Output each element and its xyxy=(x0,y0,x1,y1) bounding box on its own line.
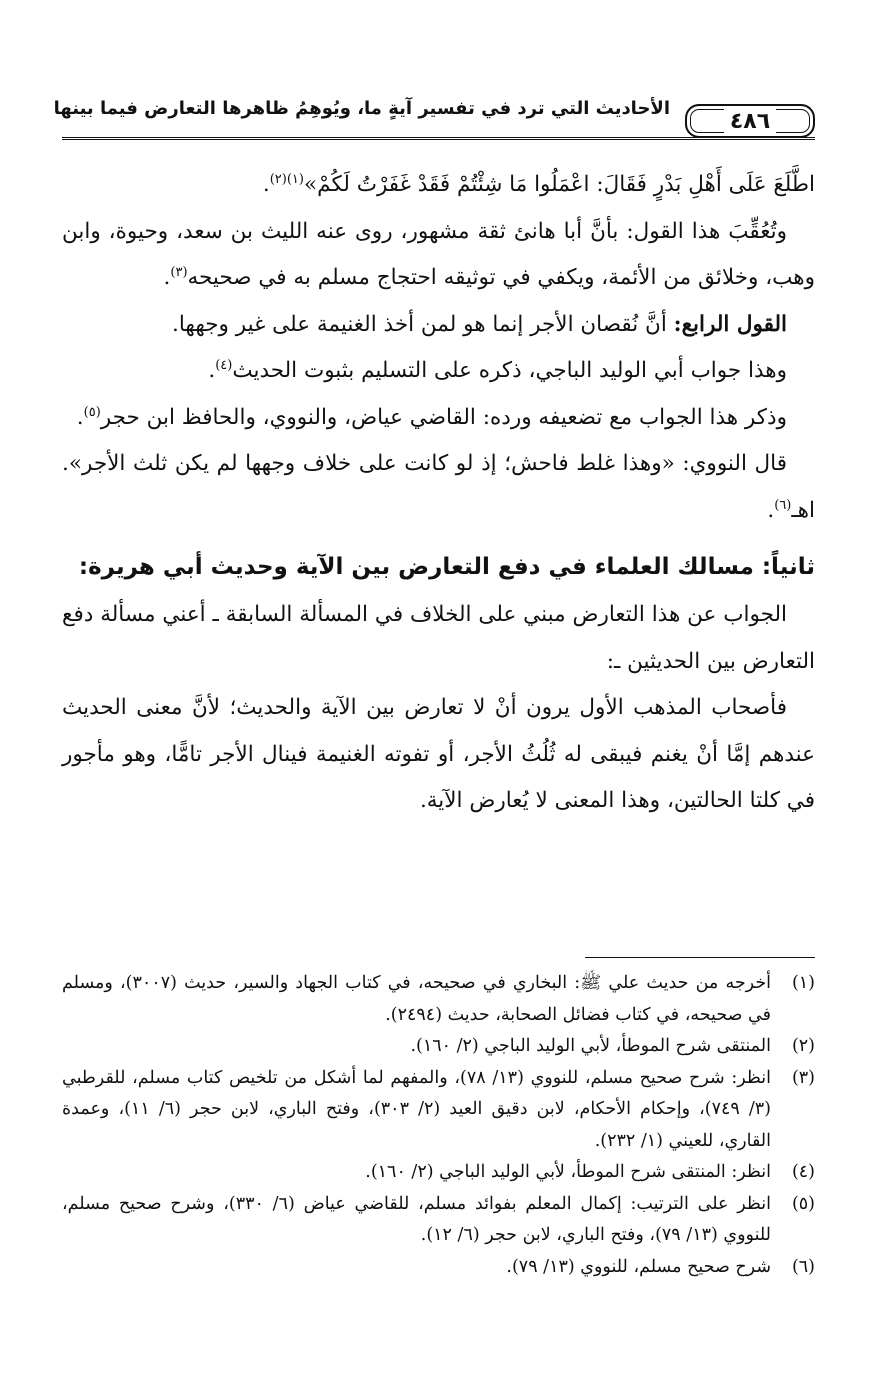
footnote-number: (٤) xyxy=(791,1162,815,1182)
footnote xyxy=(62,1157,815,1189)
paragraph-end: . xyxy=(76,404,84,430)
footnote-number: (٦) xyxy=(791,1256,815,1277)
paragraph-end: . xyxy=(262,172,270,197)
opinion-label: القول الرابع: xyxy=(673,311,787,337)
footnote-number: (١) xyxy=(791,973,815,993)
footnote xyxy=(62,1063,815,1158)
footnote-ref: (٣) xyxy=(170,264,188,280)
paragraph-text: وذكر هذا الجواب مع تضعيفه ورده: القاضي عياض، والنووي، والحافظ ابن حجر xyxy=(100,404,787,430)
footnote-ref: (٦) xyxy=(774,497,792,513)
paragraph-rebuttal xyxy=(62,209,815,302)
footnote-text: انظر: شرح صحيح مسلم، للنووي (١٣/ ٧٨)، والمفهم لما أشكل من تلخيص كتاب مسلم، للقرطبي (٣/ ٧٤٩)، وإحكام الأحكام، لابن دقيق العيد (٢/ ٣٠٣)، وفتح الباري، لابن حجر (٦/ ١١)، وعمدة القاري، للعيني (١/ ٢٣٢). xyxy=(62,1067,771,1151)
paragraph-answer: الجواب عن هذا التعارض مبني على الخلاف في المسألة السابقة ـ أعني مسألة دفع التعارض بين الحديثين ـ: xyxy=(62,602,815,674)
footnote-ref: (٤) xyxy=(215,357,233,373)
page-header xyxy=(53,96,815,146)
paragraph-text: وهذا جواب أبي الوليد الباجي، ذكره على التسليم بثبوت الحديث xyxy=(232,358,787,383)
main-text xyxy=(62,162,815,825)
footnote-text: أخرجه من حديث علي ﷺ: البخاري في صحيحه، في كتاب الجهاد والسير، حديث (٣٠٠٧)، ومسلم في صحيحه، في كتاب فضائل الصحابة، حديث (٢٤٩٤). xyxy=(62,973,771,1025)
page-number: ٤٨٦ xyxy=(724,109,776,134)
footnote-number: (٥) xyxy=(791,1193,815,1214)
footnote-text: شرح صحيح مسلم، للنووي (١٣/ ٧٩). xyxy=(506,1256,771,1277)
paragraph-baji xyxy=(62,348,815,395)
footnotes xyxy=(62,968,815,1283)
paragraph-text: قال النووي: «وهذا غلط فاحش؛ إذ لو كانت على خلاف وجهها لم يكن ثلث الأجر». اهـ xyxy=(62,451,815,523)
footnote-text: المنتقى شرح الموطأ، لأبي الوليد الباجي (٢/ ١٦٠). xyxy=(410,1036,771,1056)
footnote xyxy=(62,1252,815,1284)
paragraph-weakening xyxy=(62,395,815,442)
paragraph-first-school: فأصحاب المذهب الأول يرون أنْ لا تعارض بين الآية والحديث؛ لأنَّ معنى الحديث عندهم إمَّا أنْ يغنم فيبقى له ثُلُثُ الأجر، أو تفوته الغنيمة فينال الأجر تامًّا، وهو مأجور في كلتا الحالتين، وهذا المعنى لا يُعارض الآية. xyxy=(62,695,815,813)
page-number-frame xyxy=(685,104,815,138)
paragraph-nawawi xyxy=(62,441,815,534)
footnote xyxy=(62,1189,815,1252)
paragraph-text: وتُعُقِّبَ هذا القول: بأنَّ أبا هانئ ثقة مشهور، روى عنه الليث بن سعد، وحيوة، وابن وهب، وخلائق من الأئمة، ويكفي في توثيقه احتجاج مسلم به في صحيحه xyxy=(62,218,815,290)
running-title: الأحاديث التي ترد في تفسير آيةٍ ما، ويُوهِمُ ظاهرها التعارض فيما بينها xyxy=(53,98,670,119)
paragraph-end: . xyxy=(208,358,216,383)
paragraph-text: أنَّ نُقصان الأجر إنما هو لمن أخذ الغنيمة على غير وجهها. xyxy=(172,311,674,337)
paragraph-end: . xyxy=(163,265,171,290)
paragraph-end: . xyxy=(767,497,775,523)
footnote-number: (٣) xyxy=(791,1067,815,1088)
footnote xyxy=(62,968,815,1031)
footnote xyxy=(62,1031,815,1063)
footnote-separator xyxy=(585,957,815,958)
footnote-text: انظر على الترتيب: إكمال المعلم بفوائد مسلم، للقاضي عياض (٦/ ٣٣٠)، وشرح صحيح مسلم، للنووي (١٣/ ٧٩)، وفتح الباري، لابن حجر (٦/ ١٢). xyxy=(62,1193,771,1245)
paragraph-fourth-opinion xyxy=(62,302,815,349)
footnote-text: انظر: المنتقى شرح الموطأ، لأبي الوليد الباجي (٢/ ١٦٠). xyxy=(365,1162,771,1182)
section-heading: ثانياً: مسالك العلماء في دفع التعارض بين الآية وحديث أبي هريرة: xyxy=(78,554,815,580)
footnote-number: (٢) xyxy=(791,1036,815,1056)
footnote-ref: (٥) xyxy=(83,404,101,420)
paragraph-hadith-end xyxy=(62,162,815,209)
footnote-ref: (١)(٢) xyxy=(269,171,304,187)
paragraph-text: اطَّلَعَ عَلَى أَهْلِ بَدْرٍ فَقَالَ: اعْمَلُوا مَا شِئْتُمْ فَقَدْ غَفَرْتُ لَكُمْ» xyxy=(303,172,815,197)
